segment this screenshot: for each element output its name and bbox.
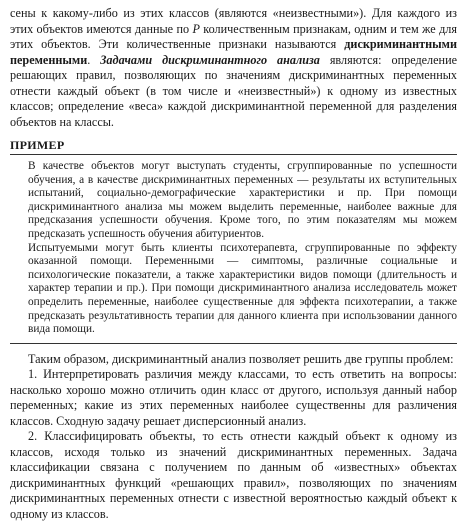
example-bottom-rule [10, 343, 457, 344]
conclusion-paragraph: Таким образом, дискриминантный анализ позволяет решить две группы проблем: [28, 351, 454, 366]
intro-text-2: количественным признакам, одним и тем же для этих объектов. Эти количественные признаки называются [10, 21, 457, 51]
list-item-interpret: 1. Интерпретировать различия между классами, то есть ответить на вопросы: насколько хорошо можно отличить один класс от другого, используя данный набор переменных; какие из этих переменных наиболее существенны для различения классов. Сходную задачу решает дисперсионный анализ. [10, 367, 457, 428]
example-paragraph-students: В качестве объектов могут выступать студенты, сгруппированные по успешности обучения, а в качестве дискриминантных переменных — результаты их вступительных испытаний, социально-демографические характеристики и пр. При помощи дискриминантного анализа мы можем выделить переменные, наиболее важные для предсказания успешности обучения. Кроме того, по этим показателям мы можем предсказать успешность обучения абитуриентов. [28, 160, 457, 240]
example-block [28, 160, 457, 337]
term-discriminant-variables: дискриминантными переменными [10, 37, 457, 67]
list-item-classify: 2. Классифицировать объекты, то есть отнести каждый объект к одному из классов, исходя только из значений дискриминантных переменных. Задача классификации связана с получением по данным об «известных» объектах дискриминантных функций «решающих правил», позволяющих по значениям дискриминантных переменных отнести с известной вероятностью каждый объект к одному из классов. [10, 429, 457, 521]
term-tasks: Задачами дискриминантного анализа [100, 52, 320, 67]
variable-p: P [192, 21, 200, 36]
intro-text-3: . [87, 52, 101, 67]
example-heading: ПРИМЕР [10, 138, 457, 155]
intro-paragraph [10, 6, 457, 130]
intro-text-4: являются: определение решающих правил, позволяющих по значениям дискриминантных переменных отнести каждый объект (в том числе и «неизвестный») к одному из известных классов; определение «веса» каждой дискриминантной переменной для разделения объектов на классы. [10, 52, 457, 129]
intro-text-1: сены к какому-либо из этих классов (являются «неизвестными»). Для каждого из этих объектов имеются данные по [10, 6, 457, 36]
example-paragraph-clients: Испытуемыми могут быть клиенты психотерапевта, сгруппированные по эффекту оказанной помощи. Переменными — симптомы, различные социальные и психологические показатели, а также характеристики видов помощи (длительность и характер терапии и пр.). При помощи дискриминантного анализа исследователь может определить переменные, наиболее существенные для эффекта психотерапии, а также предсказать результативность терапии для данного клиента при использовании данного вида помощи. [28, 241, 457, 336]
